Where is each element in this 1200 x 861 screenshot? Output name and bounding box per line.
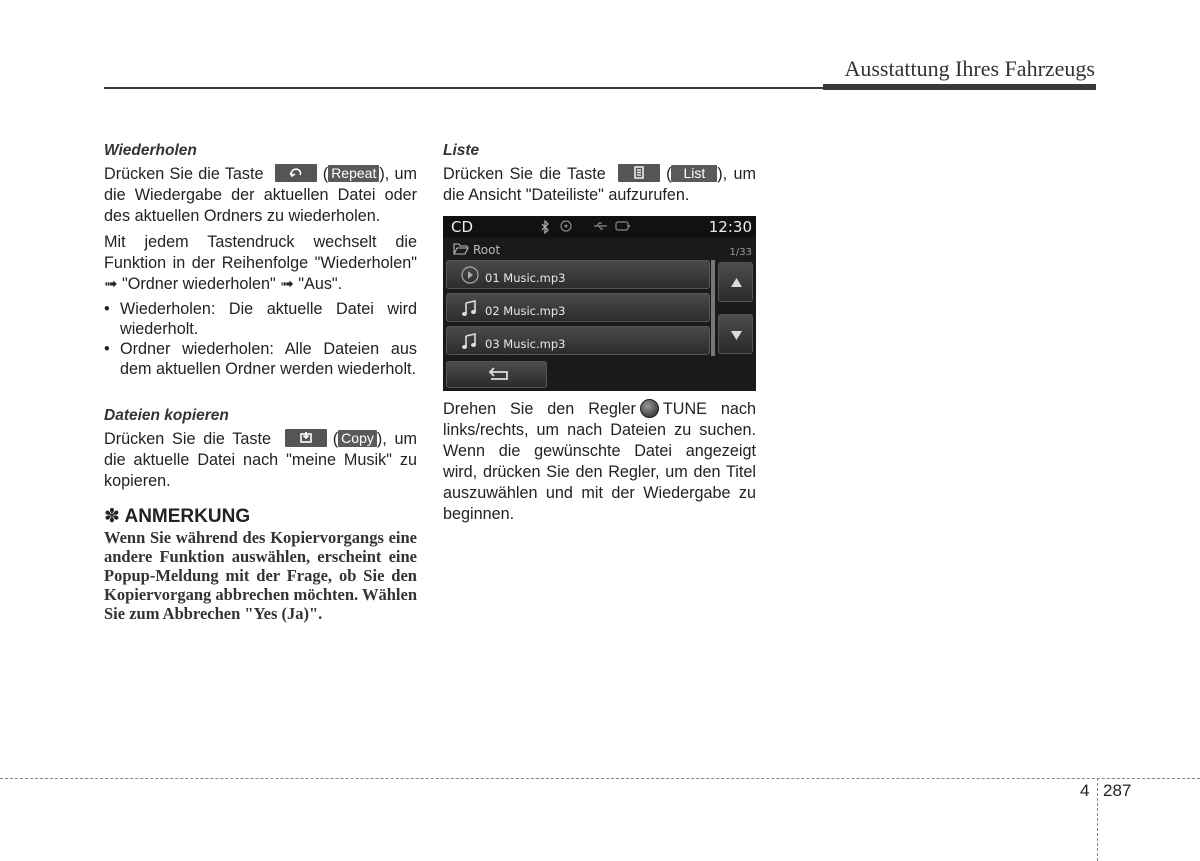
list-key-icon <box>618 164 660 182</box>
usb-icon <box>593 220 609 232</box>
tune-pre: Drehen Sie den Regler <box>443 400 636 418</box>
repeat-bullets <box>104 300 417 379</box>
list-item: • Ordner wiederholen: Alle Dateien aus dem aktuellen Ordner werden wiederholt. <box>104 340 417 379</box>
list-tag: List <box>671 165 717 182</box>
footer-divider <box>1097 778 1098 861</box>
arrow-up-icon <box>719 263 754 303</box>
arrow-down-icon <box>719 315 754 355</box>
scroll-up-button[interactable] <box>718 262 753 302</box>
disc-icon <box>560 220 572 232</box>
play-icon <box>461 266 479 284</box>
repeat-intro-post: ), um die Wiedergabe der aktuellen Datei oder des aktuellen Ordners zu wiederholen. <box>104 165 417 225</box>
footer-rule <box>0 778 1200 779</box>
tune-post: TUNE nach links/rechts, um nach Dateien zu suchen. Wenn die gewünschte Datei angezeigt wird, drücken Sie den Regler, um den Titel auszuwählen und mit der Wiedergabe zu beginnen. <box>443 400 756 523</box>
note-text: Wenn Sie während des Kopiervorgangs eine andere Funktion auswählen, erscheint eine Popup-Meldung mit der Frage, ob Sie den Kopiervorgang abbrechen möchten. Wählen Sie zum Abbrechen "Yes (Ja)". <box>104 528 417 623</box>
back-button[interactable] <box>446 361 547 388</box>
middle-column <box>443 138 756 530</box>
left-column <box>104 138 417 623</box>
file-row[interactable] <box>446 293 710 322</box>
screen-file-count: 1/33 <box>729 247 752 258</box>
tune-text <box>443 399 756 525</box>
music-note-icon <box>461 332 479 350</box>
list-intro-pre: Drücken Sie die Taste <box>443 165 606 183</box>
music-note-icon <box>461 299 479 317</box>
file-list-screen <box>443 216 756 391</box>
screen-folder <box>453 240 500 261</box>
screen-clock: 12:30 <box>708 218 752 236</box>
scrollbar[interactable] <box>711 260 715 356</box>
header-title: Ausstattung Ihres Fahrzeugs <box>844 56 1095 81</box>
list-intro: Drücken Sie die Taste ( List ), um die Ansicht "Dateiliste" aufzurufen. <box>443 164 757 204</box>
note-title: ✽ ANMERKUNG <box>104 506 251 527</box>
copy-intro-pre: Drücken Sie die Taste <box>104 430 271 448</box>
bluetooth-icon <box>540 220 550 234</box>
folder-icon <box>453 243 469 255</box>
copy-intro-post: ), um die aktuelle Datei nach "meine Musik" zu kopieren. <box>104 430 418 490</box>
copy-intro: Drücken Sie die Taste ( Copy ), um die aktuelle Datei nach "meine Musik" zu kopieren. <box>104 429 418 490</box>
screen-source-label: CD <box>451 218 474 236</box>
screen-folder-label: Root <box>473 243 501 257</box>
battery-icon <box>615 220 631 232</box>
file-name: 03 Music.mp3 <box>485 337 566 351</box>
file-name: 02 Music.mp3 <box>485 304 566 318</box>
file-row[interactable] <box>446 326 710 355</box>
repeat-section-title: Wiederholen <box>104 142 197 159</box>
copy-key-icon <box>285 429 327 447</box>
list-intro-post: ), um die Ansicht "Dateiliste" aufzurufen. <box>443 165 757 204</box>
repeat-key-icon <box>275 164 317 182</box>
list-item: • Wiederholen: Die aktuelle Datei wird wiederholt. <box>104 300 417 339</box>
tune-knob-icon <box>640 399 659 418</box>
copy-section-title: Dateien kopieren <box>104 407 229 424</box>
repeat-tag: Repeat <box>328 165 379 182</box>
repeat-intro-pre: Drücken Sie die Taste <box>104 165 264 183</box>
scroll-down-button[interactable] <box>718 314 753 354</box>
chapter-number: 4 <box>1080 781 1090 800</box>
list-section-title: Liste <box>443 142 480 159</box>
copy-tag: Copy <box>338 430 377 447</box>
file-name: 01 Music.mp3 <box>485 271 566 285</box>
page-number: 287 <box>1103 781 1132 800</box>
back-arrow-icon <box>447 362 548 389</box>
file-row[interactable] <box>446 260 710 289</box>
repeat-intro: Drücken Sie die Taste ( Repeat ), um die Wiedergabe der aktuellen Datei oder des aktuellen Ordners zu wiederholen. <box>104 164 417 225</box>
header-rule <box>104 87 1096 89</box>
repeat-cycle: Mit jedem Tastendruck wechselt die Funktion in der Reihenfolge "Wiederholen" ➟ "Ordner wiederholen" ➟ "Aus". <box>104 233 417 293</box>
